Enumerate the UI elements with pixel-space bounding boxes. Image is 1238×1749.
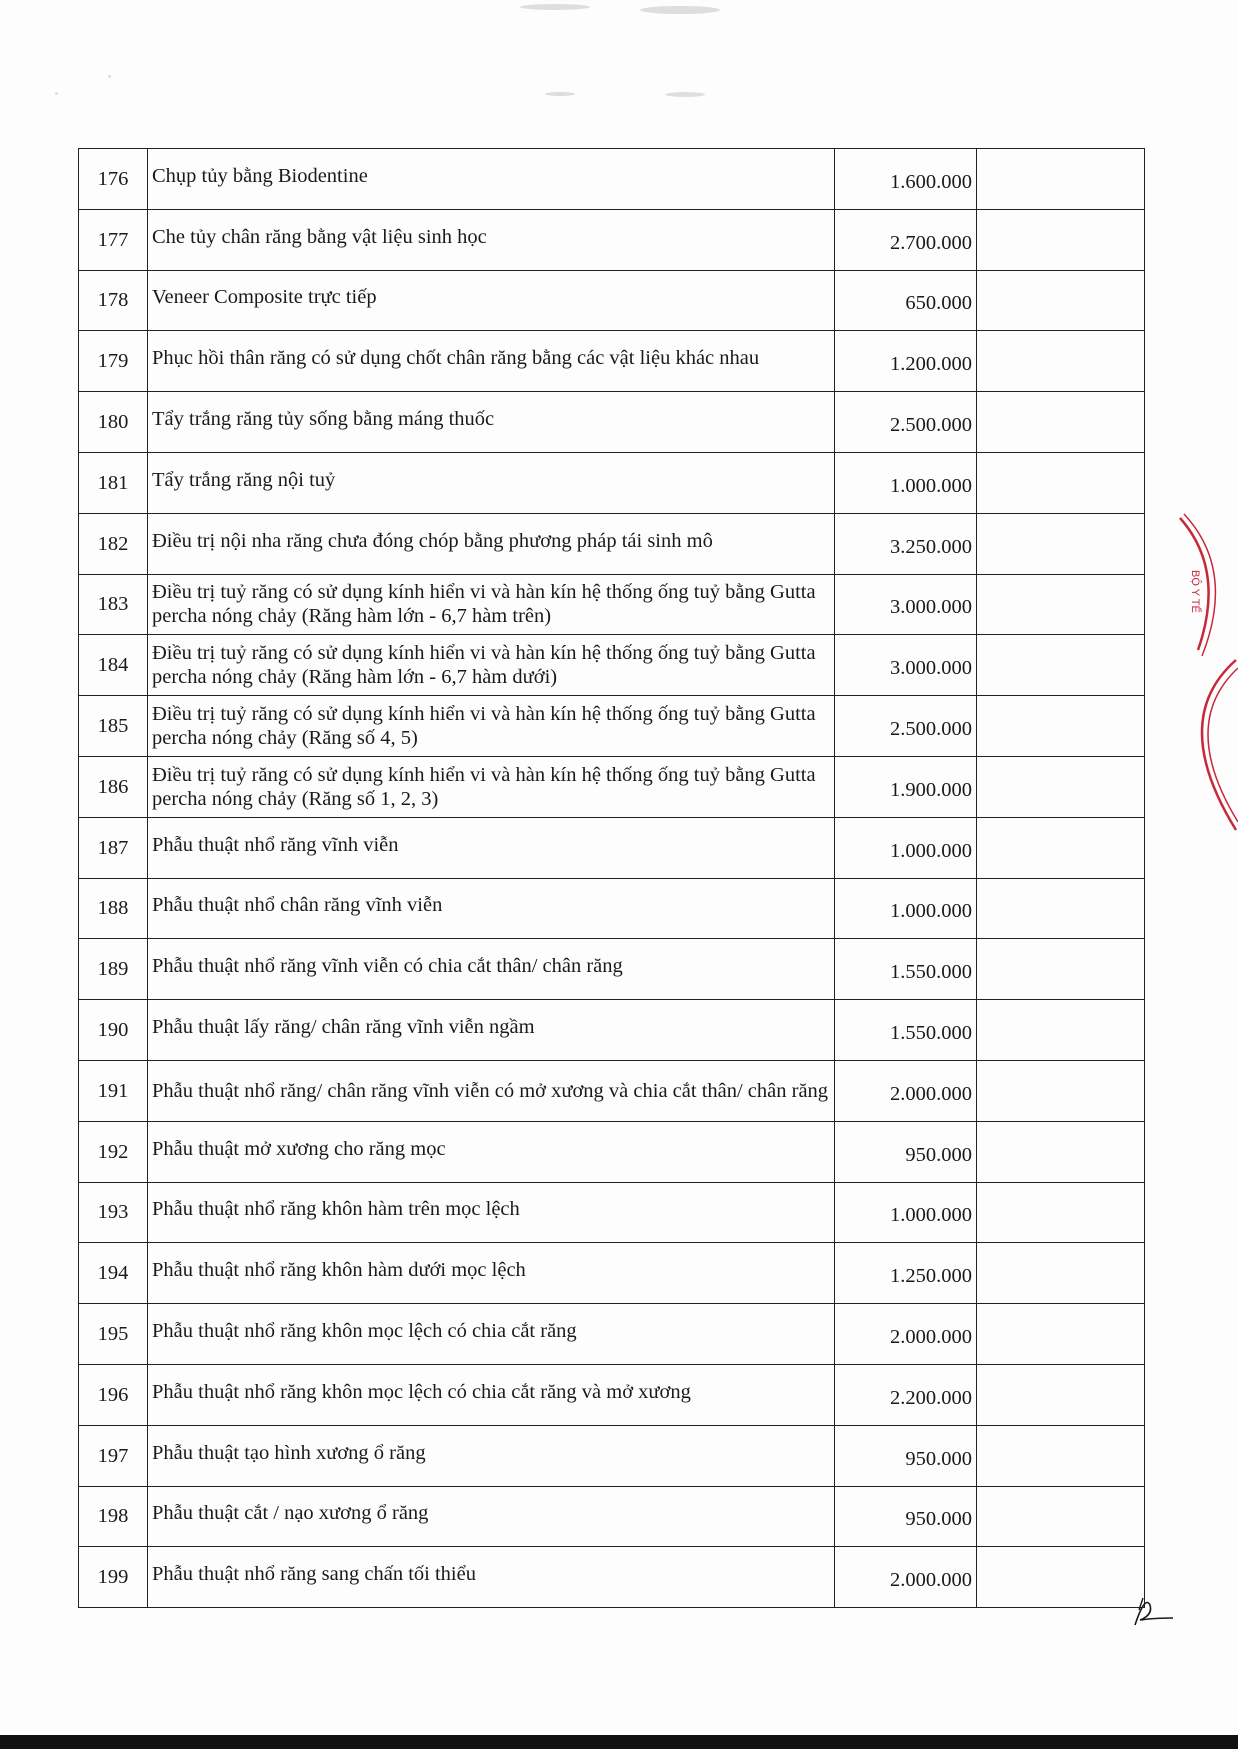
service-price-table bbox=[78, 148, 1145, 1608]
row-number-cell: 197 bbox=[79, 1425, 148, 1486]
service-name-cell bbox=[148, 331, 835, 392]
scan-border bbox=[0, 1735, 1238, 1749]
service-name-cell bbox=[148, 149, 835, 210]
note-cell bbox=[977, 878, 1145, 939]
service-name-text: Tẩy trắng răng nội tuỷ bbox=[152, 468, 336, 491]
note-cell bbox=[977, 452, 1145, 513]
note-cell bbox=[977, 1000, 1145, 1061]
note-cell bbox=[977, 817, 1145, 878]
note-cell bbox=[977, 1364, 1145, 1425]
note-cell bbox=[977, 1121, 1145, 1182]
row-number-cell: 181 bbox=[79, 452, 148, 513]
service-name-cell bbox=[148, 635, 835, 696]
table-row bbox=[79, 149, 1145, 210]
table-row bbox=[79, 1121, 1145, 1182]
price-cell: 950.000 bbox=[835, 1121, 977, 1182]
row-number-cell: 182 bbox=[79, 513, 148, 574]
service-name-cell bbox=[148, 817, 835, 878]
table-row bbox=[79, 1243, 1145, 1304]
service-name-cell bbox=[148, 939, 835, 1000]
table-row bbox=[79, 392, 1145, 453]
note-cell bbox=[977, 696, 1145, 757]
price-cell: 3.000.000 bbox=[835, 574, 977, 635]
price-cell: 1.550.000 bbox=[835, 939, 977, 1000]
note-cell bbox=[977, 939, 1145, 1000]
table-row bbox=[79, 696, 1145, 757]
scan-speck bbox=[665, 92, 705, 97]
price-cell: 3.000.000 bbox=[835, 635, 977, 696]
service-name-cell bbox=[148, 209, 835, 270]
note-cell bbox=[977, 1486, 1145, 1547]
note-cell bbox=[977, 392, 1145, 453]
table-row bbox=[79, 1364, 1145, 1425]
service-name-text: Che tủy chân răng bằng vật liệu sinh học bbox=[152, 225, 487, 248]
scan-speck bbox=[55, 92, 58, 95]
service-name-text: Điều trị tuỷ răng có sử dụng kính hiển vi và hàn kín hệ thống ống tuỷ bằng Gutta percha nóng chảy (Răng số 1, 2, 3) bbox=[152, 763, 816, 810]
service-name-text: Phẫu thuật nhổ răng khôn mọc lệch có chia cắt răng bbox=[152, 1320, 577, 1343]
row-number-cell: 186 bbox=[79, 756, 148, 817]
table-row bbox=[79, 1182, 1145, 1243]
service-name-cell bbox=[148, 1000, 835, 1061]
initial-signature-icon bbox=[1125, 1590, 1175, 1630]
row-number-cell: 193 bbox=[79, 1182, 148, 1243]
note-cell bbox=[977, 574, 1145, 635]
note-cell bbox=[977, 149, 1145, 210]
price-cell: 1.000.000 bbox=[835, 452, 977, 513]
row-number-cell: 189 bbox=[79, 939, 148, 1000]
scan-speck bbox=[520, 4, 590, 10]
row-number-cell: 177 bbox=[79, 209, 148, 270]
service-name-text: Điều trị tuỷ răng có sử dụng kính hiển vi và hàn kín hệ thống ống tuỷ bằng Gutta percha nóng chảy (Răng hàm lớn - 6,7 hàm trên) bbox=[152, 581, 816, 628]
service-name-cell bbox=[148, 1243, 835, 1304]
table-body bbox=[79, 149, 1145, 1608]
row-number-cell: 183 bbox=[79, 574, 148, 635]
service-name-cell bbox=[148, 1425, 835, 1486]
table-row bbox=[79, 574, 1145, 635]
table-row bbox=[79, 817, 1145, 878]
service-name-text: Phẫu thuật nhổ răng sang chấn tối thiểu bbox=[152, 1563, 476, 1586]
service-name-cell bbox=[148, 392, 835, 453]
service-name-cell bbox=[148, 1121, 835, 1182]
row-number-cell: 179 bbox=[79, 331, 148, 392]
row-number-cell: 176 bbox=[79, 149, 148, 210]
service-name-text: Phẫu thuật nhổ răng vĩnh viễn bbox=[152, 833, 399, 856]
row-number-cell: 195 bbox=[79, 1304, 148, 1365]
price-cell: 1.000.000 bbox=[835, 817, 977, 878]
row-number-cell: 194 bbox=[79, 1243, 148, 1304]
service-name-cell bbox=[148, 452, 835, 513]
row-number-cell: 184 bbox=[79, 635, 148, 696]
row-number-cell: 180 bbox=[79, 392, 148, 453]
service-name-cell bbox=[148, 574, 835, 635]
table-row bbox=[79, 331, 1145, 392]
service-name-text: Phẫu thuật cắt / nạo xương ổ răng bbox=[152, 1502, 429, 1525]
service-name-cell bbox=[148, 878, 835, 939]
stamp-text: BỘ Y TẾ bbox=[1189, 570, 1201, 613]
table-row bbox=[79, 270, 1145, 331]
price-cell: 2.500.000 bbox=[835, 696, 977, 757]
price-cell: 1.550.000 bbox=[835, 1000, 977, 1061]
service-name-text: Veneer Composite trực tiếp bbox=[152, 286, 377, 309]
service-name-text: Phục hồi thân răng có sử dụng chốt chân răng bằng các vật liệu khác nhau bbox=[152, 347, 760, 370]
price-cell: 1.250.000 bbox=[835, 1243, 977, 1304]
row-number-cell: 188 bbox=[79, 878, 148, 939]
table-row bbox=[79, 1486, 1145, 1547]
service-name-text: Phẫu thuật mở xương cho răng mọc bbox=[152, 1137, 446, 1160]
note-cell bbox=[977, 1547, 1145, 1608]
service-name-text: Tẩy trắng răng tủy sống bằng máng thuốc bbox=[152, 408, 495, 431]
note-cell bbox=[977, 1182, 1145, 1243]
service-name-cell bbox=[148, 270, 835, 331]
scan-speck bbox=[545, 92, 575, 96]
table-row bbox=[79, 1425, 1145, 1486]
price-cell: 1.600.000 bbox=[835, 149, 977, 210]
row-number-cell: 199 bbox=[79, 1547, 148, 1608]
table-row bbox=[79, 635, 1145, 696]
service-name-cell bbox=[148, 1060, 835, 1121]
service-name-text: Điều trị tuỷ răng có sử dụng kính hiển vi và hàn kín hệ thống ống tuỷ bằng Gutta percha nóng chảy (Răng số 4, 5) bbox=[152, 703, 816, 750]
note-cell bbox=[977, 635, 1145, 696]
service-name-text: Phẫu thuật tạo hình xương ổ răng bbox=[152, 1441, 426, 1464]
service-name-text: Điều trị nội nha răng chưa đóng chóp bằng phương pháp tái sinh mô bbox=[152, 529, 713, 552]
service-name-cell bbox=[148, 1547, 835, 1608]
service-name-text: Chụp tủy bằng Biodentine bbox=[152, 164, 368, 187]
table-row bbox=[79, 1547, 1145, 1608]
price-cell: 2.500.000 bbox=[835, 392, 977, 453]
service-name-cell bbox=[148, 1304, 835, 1365]
note-cell bbox=[977, 1304, 1145, 1365]
price-cell: 1.000.000 bbox=[835, 1182, 977, 1243]
row-number-cell: 191 bbox=[79, 1060, 148, 1121]
price-cell: 1.900.000 bbox=[835, 756, 977, 817]
service-name-text: Điều trị tuỷ răng có sử dụng kính hiển vi và hàn kín hệ thống ống tuỷ bằng Gutta percha nóng chảy (Răng hàm lớn - 6,7 hàm dưới) bbox=[152, 642, 816, 689]
service-name-text: Phẫu thuật nhổ răng khôn hàm trên mọc lệch bbox=[152, 1198, 520, 1221]
price-cell: 3.250.000 bbox=[835, 513, 977, 574]
note-cell bbox=[977, 1243, 1145, 1304]
table-row bbox=[79, 209, 1145, 270]
row-number-cell: 190 bbox=[79, 1000, 148, 1061]
service-name-cell bbox=[148, 1182, 835, 1243]
note-cell bbox=[977, 331, 1145, 392]
service-name-text: Phẫu thuật nhổ chân răng vĩnh viễn bbox=[152, 894, 443, 917]
price-cell: 2.700.000 bbox=[835, 209, 977, 270]
row-number-cell: 187 bbox=[79, 817, 148, 878]
price-cell: 2.000.000 bbox=[835, 1547, 977, 1608]
red-seal-stamp-icon bbox=[1178, 510, 1238, 850]
row-number-cell: 178 bbox=[79, 270, 148, 331]
price-cell: 950.000 bbox=[835, 1486, 977, 1547]
price-cell: 950.000 bbox=[835, 1425, 977, 1486]
table-row bbox=[79, 513, 1145, 574]
price-cell: 2.000.000 bbox=[835, 1060, 977, 1121]
service-name-cell bbox=[148, 513, 835, 574]
table-row bbox=[79, 452, 1145, 513]
row-number-cell: 198 bbox=[79, 1486, 148, 1547]
row-number-cell: 192 bbox=[79, 1121, 148, 1182]
note-cell bbox=[977, 756, 1145, 817]
table-row bbox=[79, 1304, 1145, 1365]
service-name-text: Phẫu thuật nhổ răng vĩnh viễn có chia cắt thân/ chân răng bbox=[152, 955, 623, 978]
price-cell: 2.000.000 bbox=[835, 1304, 977, 1365]
table-row bbox=[79, 1060, 1145, 1121]
price-cell: 650.000 bbox=[835, 270, 977, 331]
note-cell bbox=[977, 513, 1145, 574]
row-number-cell: 196 bbox=[79, 1364, 148, 1425]
price-cell: 1.200.000 bbox=[835, 331, 977, 392]
scan-speck bbox=[640, 6, 720, 14]
scan-speck bbox=[108, 75, 111, 78]
note-cell bbox=[977, 209, 1145, 270]
service-name-cell bbox=[148, 1364, 835, 1425]
price-cell: 2.200.000 bbox=[835, 1364, 977, 1425]
table-row bbox=[79, 756, 1145, 817]
service-name-text: Phẫu thuật nhổ răng khôn hàm dưới mọc lệch bbox=[152, 1259, 526, 1282]
table-row bbox=[79, 1000, 1145, 1061]
service-name-cell bbox=[148, 1486, 835, 1547]
service-name-cell bbox=[148, 756, 835, 817]
price-cell: 1.000.000 bbox=[835, 878, 977, 939]
service-name-text: Phẫu thuật nhổ răng/ chân răng vĩnh viễn có mở xương và chia cắt thân/ chân răng bbox=[152, 1079, 829, 1102]
note-cell bbox=[977, 270, 1145, 331]
service-name-text: Phẫu thuật nhổ răng khôn mọc lệch có chia cắt răng và mở xương bbox=[152, 1380, 691, 1403]
service-name-cell bbox=[148, 696, 835, 757]
row-number-cell: 185 bbox=[79, 696, 148, 757]
note-cell bbox=[977, 1060, 1145, 1121]
service-name-text: Phẫu thuật lấy răng/ chân răng vĩnh viễn ngầm bbox=[152, 1016, 535, 1039]
note-cell bbox=[977, 1425, 1145, 1486]
table-row bbox=[79, 878, 1145, 939]
table-row bbox=[79, 939, 1145, 1000]
